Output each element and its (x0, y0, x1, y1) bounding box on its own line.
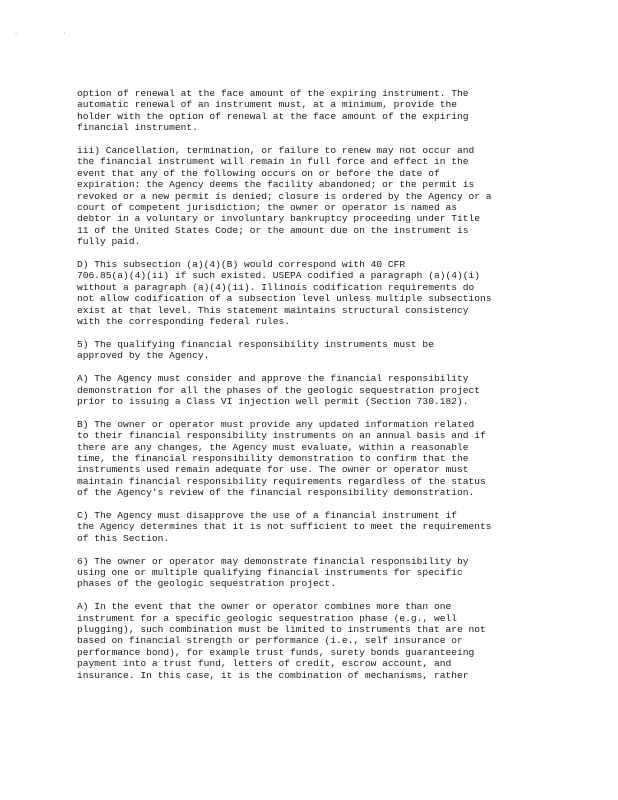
scan-artifact-specks: · · (14, 30, 87, 38)
paragraph-5c-disapprove: C) The Agency must disapprove the use of a financial instrument if the Agency determines that it is not sufficient to meet the requirements of this Section. (77, 509, 492, 544)
paragraph-6a-combination: A) In the event that the owner or operator combines more than one instrument for a specific geologic sequestration phase (e.g., well plugging), such combination must be limited to instruments that are not based on financial strength or performance (i.e., self insurance or performance bond), for example trust funds, surety bonds guaranteeing payment into a trust fund, letters of credit, escrow account, and insurance. In this case, it is the combination of mechanisms, rather (77, 601, 486, 681)
paragraph-renewal-option: option of renewal at the face amount of the expiring instrument. The automatic renewal of an instrument must, at a minimum, provide the holder with the option of renewal at the face amount of the expiring financial instrument. (77, 88, 469, 134)
paragraph-6-multiple-instruments: 6) The owner or operator may demonstrate financial responsibility by using one or multiple qualifying financial instruments for specific phases of the geologic sequestration project. (77, 555, 469, 590)
paragraph-d-subsection-note: D) This subsection (a)(4)(B) would correspond with 40 CFR 706.85(a)(4)(ii) if such existed. USEPA codified a paragraph (a)(4)(i) without a paragraph (a)(4)(ii). Illinois codification requirements do not allow codification of a subsection level unless multiple subsections exist at that level. This statement maintains structural consistency with the corresponding federal rules. (77, 259, 492, 328)
paragraph-5-approval: 5) The qualifying financial responsibility instruments must be approved by the Agency. (77, 338, 434, 362)
paragraph-5a-agency-approve: A) The Agency must consider and approve the financial responsibility demonstration for all the phases of the geologic sequestration project prior to issuing a Class VI injection well permit (Section 730.182). (77, 373, 481, 407)
paragraph-5b-updated-info: B) The owner or operator must provide any updated information related to their financial responsibility instruments on an annual basis and if there are any changes, the Agency must evaluate, within a reasonable time, the financial responsibility demonstration to confirm that the instruments used remain adequate for use. The owner or operator must maintain financial responsibility requirements regardless of the status of the Agency's review of the financial responsibility demonstration. (77, 418, 486, 499)
document-body (77, 88, 547, 681)
paragraph-iii-cancellation: iii) Cancellation, termination, or failure to renew may not occur and the financial instrument will remain in full force and effect in the event that any of the following occurs on or before the date of expiration: the Agency deems the facility abandoned; or the permit is revoked or a new permit is denied; closure is ordered by the Agency or a court of competent jurisdiction; the owner or operator is named as debtor in a voluntary or involuntary bankruptcy proceeding under Title 11 of the United States Code; or the amount due on the instrument is fully paid. (77, 145, 492, 248)
